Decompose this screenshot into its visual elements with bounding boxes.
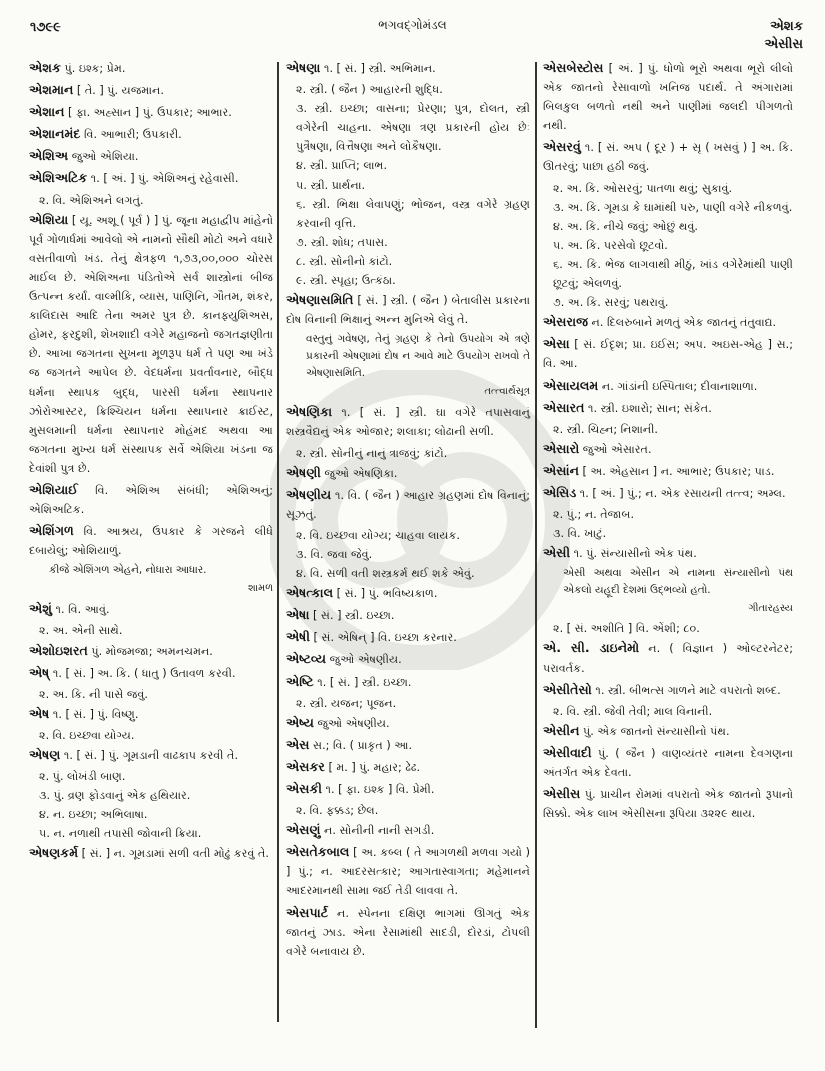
dictionary-entry [29, 168, 273, 188]
dictionary-entry [29, 146, 273, 166]
dictionary-entry [286, 779, 530, 799]
dictionary-entry [286, 757, 530, 777]
definition-text: ૧. વિ. ( જૈન ) આહાર ગ્રહણમાં દોષ વિનાનું; સૂઝતું. [286, 488, 530, 521]
dictionary-entry [29, 210, 273, 478]
dictionary-entry [286, 463, 530, 483]
dictionary-entry [543, 483, 793, 503]
definition-text: પું. ઇશ્ક; પ્રેમ. [60, 62, 126, 75]
definition-text: [ અ. કબ્લ ( તે આગળથી મળવા ગયો ) ] પું.; ન. આદરસત્કાર; આગતાસ્વાગતા; મહેમાનને આદરમાનથી સામા જઈ તેડી લાવવા તે. [286, 846, 530, 898]
definition-text: ૧. સ્ત્રી. બીભત્સ ગાળને માટે વપરાતો શબ્દ. [591, 683, 781, 697]
headword: એસબેસ્ટોસ [543, 60, 604, 75]
definition-text: [ સં. ] ન. ગૂમડામાં સળી વતી મોઢું કરવું તે. [78, 847, 269, 861]
definition-text: ૧. [ અં. ] પું.; ન. એક રસાયની તત્ત્વ; અમ્લ. [576, 486, 786, 500]
dictionary-entry [543, 743, 793, 782]
dictionary-entry [286, 735, 530, 755]
definition-text: ૧. [ સં. અપ ( દૂર ) + સૃ ( ખસવું ) ] અ. કિ. ઊતરવું; પાછા હઠી જવું. [543, 141, 793, 174]
definition-text: ૧. વિ. આવું. [52, 603, 110, 617]
sub-sense: ૪. સ્ત્રી. પ્રાપ્તિ; લાભ. [296, 159, 388, 173]
sub-sense: ૨. અ. કિ. ની પાસે જવું. [39, 687, 148, 701]
headword: એષણીય [286, 486, 332, 502]
dictionary-entry [29, 663, 273, 683]
book-title: ભગવદ્ગોમંડલ [378, 18, 447, 32]
headword: એસ [286, 736, 310, 752]
definition-text: ન. ( વિજ્ઞાન ) ઓલ્ટરનેટર; પરાવર્તક. [543, 642, 793, 675]
sub-sense: ૫. ન. નળાથી તપાસી જોવાની ક્રિયા. [39, 827, 202, 841]
dictionary-entry [286, 842, 530, 900]
sub-sense: ૨. અ. કિ. ઓસરવું; પાતળા થવું; સુકાવું. [553, 181, 733, 195]
headword: એશક [29, 60, 61, 75]
headword: એસીવાદી [543, 744, 592, 760]
headword: એષ્ટવ્ય [286, 651, 327, 667]
definition-text: ૧. [ સં. ] સ્ત્રી. ઘા વગેરે તપાસવાનું શસ્ત્રવૈદ્યનું એક ઓજાર; શલાકા; લોઢાની સળી. [286, 406, 530, 439]
headword: એશું [29, 601, 52, 617]
sub-sense: ૭. અ. કિ. સરવું; પથરાવું. [553, 296, 669, 310]
headword: એષણી [286, 464, 321, 480]
headword: એસપાર્ટ [286, 904, 329, 920]
sub-sense: ૩. વિ. ખાટું. [553, 527, 607, 541]
dictionary-entry [29, 843, 273, 863]
headword: એશમાન [29, 82, 74, 98]
guide-word-last: એસીસ [764, 37, 803, 52]
sub-sense: ૪. અ. કિ. નીચે જવું; ઓછું થવું. [553, 219, 698, 233]
dictionary-entry [286, 485, 530, 524]
dictionary-entry [286, 290, 530, 329]
column-divider [277, 62, 279, 1022]
sub-sense: ૨. પું.; ન. તેજાબ. [553, 508, 635, 522]
dictionary-entry [543, 58, 793, 135]
dictionary-entry [543, 398, 793, 418]
citation-quote: એસી અથવા એસીન એ નામના સંન્યાસીનો પંથ એકલો યહૂદી દેશમાં ઉદ્ભવ્યો હતો. [563, 567, 793, 597]
headword: એષી [286, 629, 310, 645]
sub-sense: ૫. અ. કિ. પરસેવો છૂટવો. [553, 238, 668, 252]
definition-text: ન. દિલરુબાને મળતું એક જાતનું તંતુવાદ્ય. [588, 316, 777, 330]
definition-text: [ મ. ] પું. મહાર; ઢેઢ. [324, 760, 421, 774]
dictionary-entry [286, 605, 530, 625]
dictionary-entry [286, 713, 530, 733]
dictionary-entry [286, 649, 530, 669]
headword: એસરાજ [543, 314, 588, 330]
headword: એશિંગળ [29, 523, 74, 539]
dictionary-entry [543, 312, 793, 332]
headword: એસરવું [543, 139, 581, 155]
sub-sense: ૮. સ્ત્રી. સોનીનો કાંટો. [296, 254, 393, 268]
dictionary-entry [29, 124, 273, 144]
definition-text: ૧. [ ફા. ઇશ્ક ] વિ. પ્રેમી. [321, 783, 435, 796]
headword: એશિયા [29, 211, 69, 227]
definition-text: ન. ગાંડાંની ઇસ્પિતાલ; દીવાનાશાળા. [598, 379, 758, 393]
dictionary-entry [543, 721, 793, 741]
definition-text: [ સં. ] સ્ત્રી. ( જૈન ) બેતાલીસ પ્રકારના દોષ વિનાની ભિક્ષાનું અન્ન મુનિએ લેવું તે. [286, 294, 530, 327]
citation-source: શામળ [247, 583, 273, 595]
column-1 [29, 58, 273, 866]
headword: એસણું [286, 822, 321, 838]
sub-sense: ૩. અ. કિ. ગૂમડા કે ઘામાંથી પરુ, પાણી વગેરે નીકળવું. [553, 200, 793, 214]
dictionary-entry [286, 903, 530, 961]
headword: એષણાસમિતિ [286, 292, 354, 308]
citation-quote: વસ્તુનું ગવેષણ, તેનું ગ્રહણ કે તેનો ઉપયોગ એ ત્રણે પ્રકારની એષણામાં દોષ ન આવે માટે ઉપયોગ રાખવો તે એષણાસમિતિ. [306, 333, 530, 380]
headword: એશાન [29, 104, 65, 120]
headword: એષા [286, 607, 310, 623]
definition-text: વિ. આશ્રય, ઉપકાર કે ગરજને લીધે દબાયેલું; ઓશિયાળું. [29, 525, 273, 558]
headword: એસારો [543, 440, 580, 456]
page-header [0, 10, 825, 55]
column-divider [535, 62, 537, 1028]
column-2 [286, 58, 530, 963]
definition-text: ન. સોનીની નાની સગડી. [320, 824, 435, 838]
headword: એષ્ય [286, 714, 314, 730]
definition-text: પું. મોજમજા; અમનચમન. [87, 644, 213, 658]
sub-sense: ૫. સ્ત્રી. પ્રાર્થના. [296, 178, 366, 192]
sub-sense: ૪. ન. ઇચ્છા; અભિલાષા. [39, 808, 148, 822]
headword: એસીતેસો [543, 681, 592, 697]
definition-text: ૧. [ સં. ] પું. વિષ્ણુ. [49, 707, 139, 721]
dictionary-entry [286, 58, 530, 78]
sub-sense: ૨. અ. એની સાથે. [39, 624, 123, 638]
sub-sense: ૨. વિ. ઇચ્છવા યોગ્ય; ચાહવા લાયક. [296, 528, 460, 542]
headword: એસાયલમ [543, 377, 599, 393]
dictionary-entry [543, 543, 793, 563]
headword: એસીસ [543, 786, 581, 802]
definition-text: [ અ. એહસાન ] ન. આભાર; ઉપકાર; પાડ. [578, 464, 775, 478]
dictionary-entry [543, 376, 793, 396]
definition-text: ૧. [ સં. ] પું. ગૂમડાની વાઢકાપ કરવી તે. [60, 749, 238, 762]
citation-source: તત્ત્વાર્થસૂત્ર [484, 386, 530, 398]
sub-sense: ૨. વિ. ઇચ્છવા યોગ્ય. [39, 728, 135, 742]
headword: એસિડ [543, 484, 577, 500]
citation-source: ગીતારહસ્ય [748, 603, 793, 615]
dictionary-entry [543, 334, 793, 373]
dictionary-entry [543, 680, 793, 700]
definition-text: [ સં. ] પું. ભવિષ્યકાળ. [333, 587, 438, 601]
guide-words [765, 18, 804, 54]
sub-sense: ૬. અ. કિ. ભેજ લાગવાથી મીઠું, ખાંડ વગેરેમાંથી પાણી છૂટવું; એલળવું. [553, 257, 793, 291]
headword: એસકર [286, 758, 325, 774]
headword: એશોઇશરત [29, 642, 88, 658]
headword: એષ્ [29, 664, 50, 680]
dictionary-entry [29, 599, 273, 619]
headword: એસકી [286, 781, 322, 796]
sub-sense: ૨. સ્ત્રી. સોનીનું નાનું ત્રાજવું; કાંટો. [296, 446, 448, 460]
dictionary-entry [543, 461, 793, 481]
headword: એશિઅટિક [29, 170, 88, 186]
dictionary-entry [29, 745, 273, 765]
dictionary-entry [29, 704, 273, 724]
definition-text: જુઓ એસારત. [579, 442, 652, 456]
sub-sense: ૭. સ્ત્રી. શોધ; તપાસ. [296, 235, 388, 249]
definition-text: [ સં. ] સ્ત્રી. ઇચ્છા. [309, 609, 395, 623]
definition-text: ૧. [ અં. ] પું. એશિઅનું રહેવાસી. [87, 172, 239, 186]
definition-text: ૧. [ સં. ] સ્ત્રી. ઇચ્છા. [313, 675, 412, 689]
definition-text: જુઓ એષણીય. [326, 653, 402, 667]
column-3 [543, 58, 793, 825]
headword: એષ [29, 705, 50, 721]
sub-sense: ૨. વિ. ફક્કડ; છેલ. [296, 804, 379, 818]
dictionary-entry [286, 402, 530, 441]
headword: એશિઅ [29, 148, 69, 164]
definition-text: પું. એક જાતનો સંન્યાસીનો પંથ. [579, 724, 730, 738]
definition-text: પું. પ્રાચીન રોમમાં વપરાતો એક જાતનો રૂપાનો સિક્કો. એક લાખ એસીસના રૂપિયા ૩૨૨૯ થાય. [543, 788, 793, 821]
definition-text: ન. સ્પેનના દક્ષિણ ભાગમાં ઊગતું એક જાતનું ઝાડ. એના રેસામાંથી સાદડી, દોરડાં, ટોપલી વગેરે બનાવાય છે. [286, 906, 530, 958]
definition-text: પું. ( જૈન ) વાણવ્યંતર નામના દેવગણના અંતર્ગત એક દેવતા. [543, 746, 793, 779]
headword: એષણ [29, 747, 61, 762]
sub-sense: ૨. [ સં. અશીતિ ] વિ. એંશી; ૮૦. [553, 622, 700, 636]
headword: એષણકર્મ [29, 845, 79, 861]
definition-text: સ.; વિ. ( પ્રાકૃત ) આ. [309, 738, 413, 752]
dictionary-entry [543, 137, 793, 176]
headword: એસી [543, 545, 571, 561]
guide-word-first: એશક [770, 19, 803, 34]
headword: એષત્કાલ [286, 585, 334, 601]
sub-sense: ૩. વિ. જવા જેવું. [296, 547, 373, 561]
definition-text: [ અં. ] પું. ધોળો ભૂરો અથવા ભૂરો લીલો એક જાતનો રેસાવાળો ખનિજ પદાર્થ. તે અંગારામાં બિલકુલ બળતો નથી અને પાણીમાં જલદી પીગળતો નથી. [543, 62, 793, 133]
headword: એસીન [543, 722, 580, 738]
dictionary-entry [286, 672, 530, 692]
definition-text: ૧. [ સં. ] અ. કિ. ( ધાતુ ) ઉતાવળ કરવી. [49, 666, 236, 680]
dictionary-entry [29, 641, 273, 661]
headword: એશિયાઈ [29, 481, 78, 497]
headword: એષ્ટિ [286, 673, 314, 689]
definition-text: ૧. [ સં. ] સ્ત્રી. અભિમાન. [320, 62, 436, 75]
sub-sense: ૨. સ્ત્રી. ( જૈન ) આહારની શુદ્ધિ. [296, 83, 443, 97]
definition-text: [ તે. ] પું. યજમાન. [73, 84, 164, 98]
definition-text: ૧. સ્ત્રી. ઇશારો; સાન; સંકેત. [584, 401, 712, 415]
sub-sense: ૬. સ્ત્રી. ભિક્ષા લેવાપણું; ભોજન, વસ્ત્ર વગેરે ગ્રહણ કરવાની વૃત્તિ. [296, 197, 530, 230]
sub-sense: ૨. સ્ત્રી. યજન; પૂજન. [296, 696, 397, 710]
definition-text: વિ. એશિઅ સંબંધી; એશિઅનું; એશિઅટિક. [29, 483, 273, 517]
sub-sense: ૩. પું. વ્રણ ફોડવાનું એક હથિયાર. [39, 789, 191, 803]
headword: એસતેકબાલ [286, 844, 350, 860]
dictionary-entry [543, 784, 793, 823]
definition-text: [ સં. એષિન્ ] વિ. ઇચ્છા કરનાર. [309, 631, 457, 645]
dictionary-entry [543, 638, 793, 677]
definition-text: [ યૂ. અશૂ ( પૂર્વ ) ] પું. જૂના મહાદ્વીપ માંહેનો પૂર્વ ગોળાર્ધમાં આવેલો એ નામનો સૌથી મોટો અને વધારે વસતીવાળો ખંડ. તેનું ક્ષેત્રફળ ૧,૭૩,૦૦,૦૦૦ ચોરસ માઈલ છે. એશિઅના પંડિતોએ સર્વ શાસ્ત્રોનાં બીજ ઉત્પન્ન કર્યાં. વાલ્મીકિ, વ્યાસ, પાણિનિ, ગૌતમ, શંકર, કાલિદાસ આદિ તેના અમર પુત્ર છે. કાનફ્યુશિઅસ, હોમર, ફરદુશી, શેખશાદી વગેરે મહાજનો જગતજ્ઞણીતા છે. આખા જગતના સુખના મૂળરૂપ ધર્મ તે પણ આ ખંડે જ જગતને આપેલ છે. વેદધર્મના પ્રવર્તાવનાર, બૌદ્ધ ધર્મના સ્થાપક બુદ્ધ, પારસી ધર્મના સ્થાપનાર ઝોરોઆસ્ટર, ક્રિશ્ચિયન ધર્મના સ્થાપનાર ક્રાઈસ્ટ, મુસલમાની ધર્મના સ્થાપનાર મોહંમદ અથવા આ જગતના મુખ્ય ધર્મ સંસ્થાપક સર્વે એશિયા ખંડના જ દેવાંશી પુત્ર છે. [29, 213, 273, 475]
dictionary-entry [29, 58, 273, 78]
dictionary-entry [29, 521, 273, 560]
citation-quote: કીજે એશિંગળ એહને, નોધારા આધાર. [49, 564, 207, 577]
definition-text: વિ. આભારી; ઉપકારી. [80, 128, 182, 142]
definition-text: ૧. પું. સંન્યાસીનો એક પંથ. [570, 547, 697, 561]
definition-text: જુઓ એષણિકા. [320, 466, 398, 480]
headword: એશાનમંદ [29, 126, 81, 142]
page-number: ૧૭૯૯ [30, 20, 61, 35]
sub-sense: ૨. પું. લોખંડી બાણ. [39, 770, 126, 784]
headword: એષણિકા [286, 404, 333, 420]
headword: એષણા [286, 60, 321, 75]
sub-sense: ૯. સ્ત્રી. સ્પૃહા; ઉત્કંઠા. [296, 274, 396, 288]
dictionary-entry [286, 820, 530, 840]
definition-text: [ ફા. અહ્સાન ] પું. ઉપકાર; આભાર. [64, 106, 232, 120]
dictionary-entry [29, 102, 273, 122]
definition-text: જુઓ એષણીય. [313, 716, 390, 730]
dictionary-entry [543, 439, 793, 459]
dictionary-entry [29, 80, 273, 100]
definition-text: જુઓ એશિયા. [68, 150, 139, 164]
headword: એ. સી. ડાઇનેમો [543, 640, 640, 656]
sub-sense: ૨. વિ. એશિઅને લગતું. [39, 193, 144, 207]
sub-sense: ૨. સ્ત્રી. ચિહ્ન; નિશાની. [553, 422, 658, 436]
definition-text: [ સં. ઈદૃશ; પ્રા. ઇઈસ; અપ. અઇસ-એહ ] સ.; વિ. આ. [543, 338, 793, 371]
dictionary-entry [286, 627, 530, 647]
sub-sense: ૪. વિ. સળી વતી શસ્ત્રકર્મ થઈ શકે એવું. [296, 567, 475, 581]
dictionary-entry [286, 583, 530, 603]
headword: એસારત [543, 399, 585, 415]
headword: એસા [543, 336, 570, 352]
dictionary-entry [29, 480, 273, 519]
sub-sense: ૩. સ્ત્રી. ઇચ્છા; વાસના; પ્રેરણા; પુત્ર, દોલત, સ્ત્રી વગેરેની ચાહના. એષણા ત્રણ પ્રકારની હોય છેઃ પુત્રૈષણા, વિત્તૈષણા અને લોકૈષણા. [296, 102, 530, 154]
headword: એસાંન [543, 462, 579, 478]
sub-sense: ૨. વિ. સ્ત્રી. જેવી તેવી; માલ વિનાની. [553, 704, 713, 718]
